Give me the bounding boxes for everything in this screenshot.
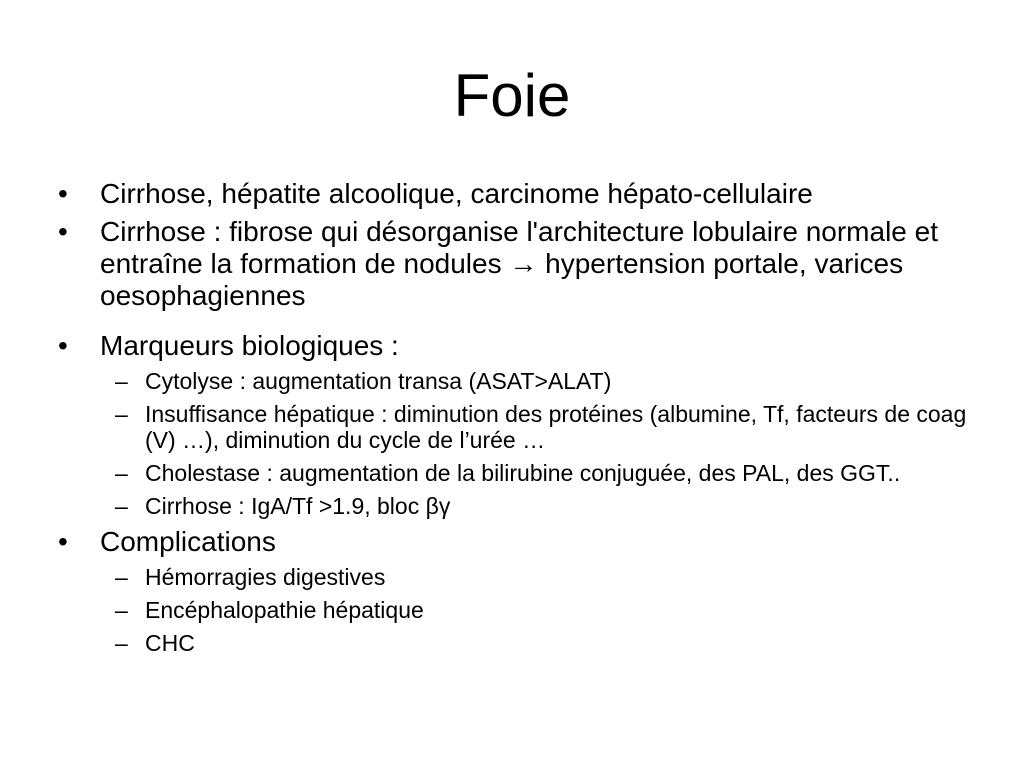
sub-item-hemorragies <box>58 564 978 590</box>
bullet-item-complications <box>58 526 978 558</box>
sub-item-insuffisance <box>58 401 978 453</box>
bullet-marker: • <box>58 330 68 361</box>
dash-marker: – <box>115 597 128 623</box>
sub-item-text: Insuffisance hépatique : diminution des protéines (albumine, Tf, facteurs de coag (V) …), diminution du cycle de l’urée … <box>145 401 967 453</box>
dash-marker: – <box>115 630 128 656</box>
bullet-text: Cirrhose : fibrose qui désorganise l'architecture lobulaire normale et entraîne la formation de nodules → hypertension portale, varices oesophagiennes <box>100 216 938 311</box>
dash-marker: – <box>115 564 128 590</box>
bullet-text: Complications <box>100 526 276 557</box>
bullet-item-cirrhose-hepatite <box>58 178 978 210</box>
sub-item-text: Encéphalopathie hépatique <box>145 597 424 623</box>
bullet-list <box>58 178 978 663</box>
bullet-marker: • <box>58 526 68 557</box>
bullet-text: Marqueurs biologiques : <box>100 330 399 361</box>
sub-item-text: Hémorragies digestives <box>145 564 386 590</box>
bullet-marker: • <box>58 178 68 209</box>
sub-item-cytolyse <box>58 368 978 394</box>
sub-item-encephalopathie <box>58 597 978 623</box>
slide-title: Foie <box>453 62 571 129</box>
dash-marker: – <box>115 493 128 519</box>
sub-item-text: Cytolyse : augmentation transa (ASAT>ALAT) <box>145 368 612 394</box>
sub-item-chc <box>58 630 978 656</box>
sub-item-text: Cirrhose : IgA/Tf >1.9, bloc βγ <box>145 493 451 519</box>
dash-marker: – <box>115 368 128 394</box>
sub-item-cholestase <box>58 460 978 486</box>
sub-item-text: Cholestase : augmentation de la bilirubine conjuguée, des PAL, des GGT.. <box>145 460 901 486</box>
dash-marker: – <box>115 460 128 486</box>
bullet-text: Cirrhose, hépatite alcoolique, carcinome hépato-cellulaire <box>100 178 813 209</box>
bullet-item-cirrhose-fibrose <box>58 216 978 312</box>
sub-item-cirrhose-iga <box>58 493 978 519</box>
bullet-item-marqueurs <box>58 330 978 362</box>
bullet-marker: • <box>58 216 68 247</box>
dash-marker: – <box>115 401 128 427</box>
sub-item-text: CHC <box>145 630 195 656</box>
